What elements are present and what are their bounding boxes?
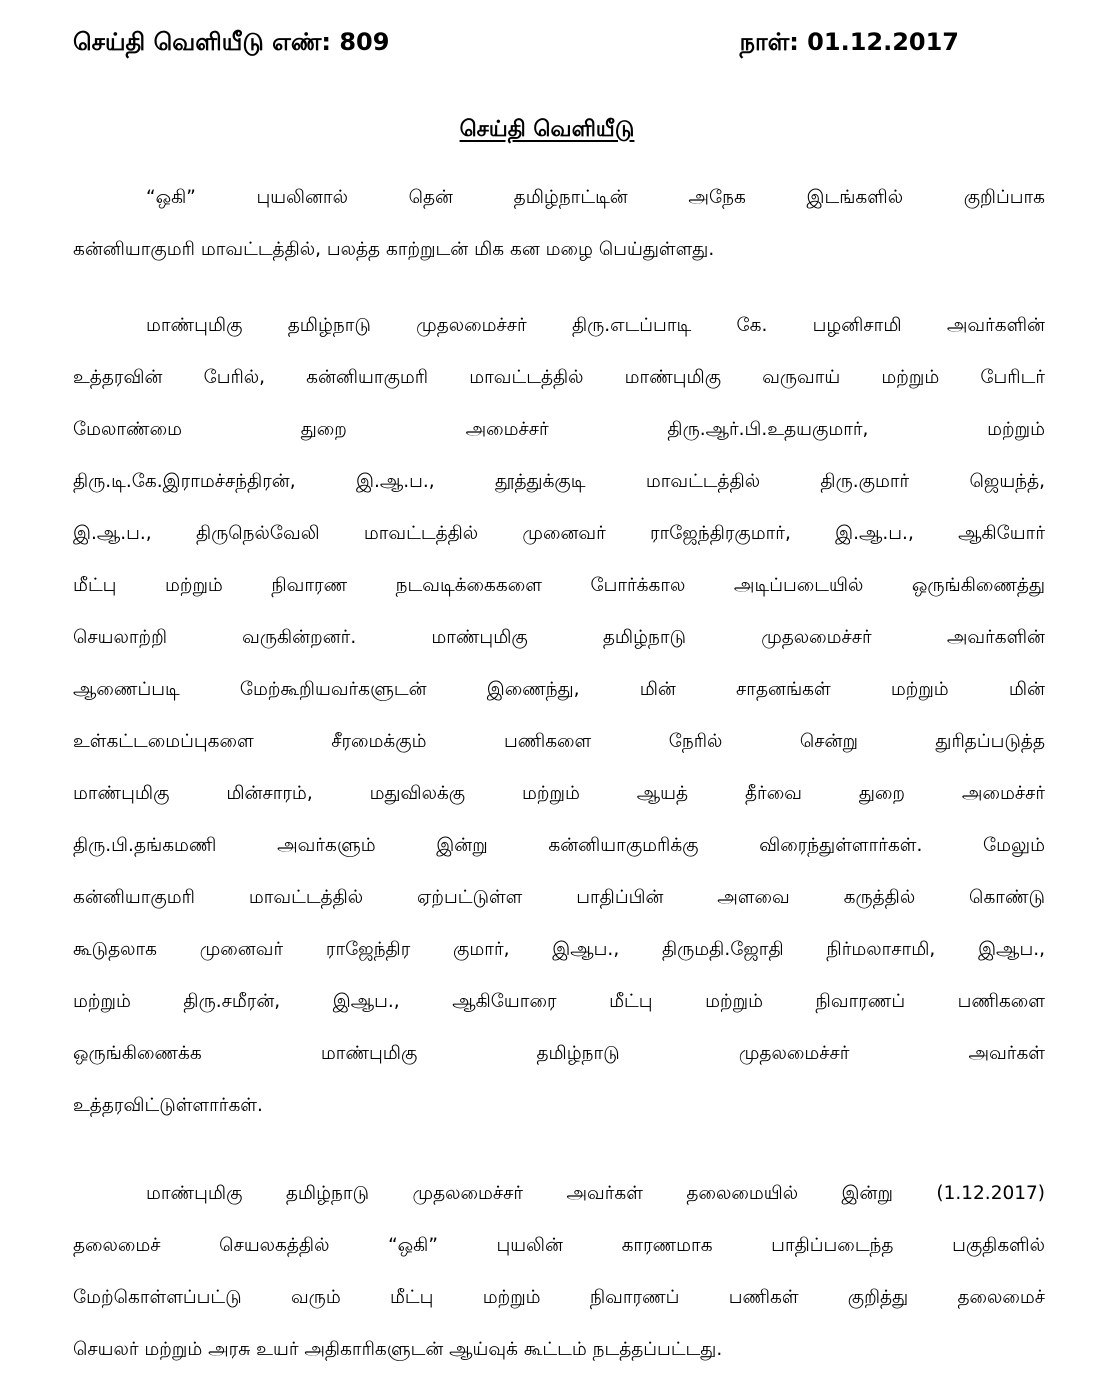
paragraph-cyclone-impact [73,172,1045,276]
paragraph-line: கன்னியாகுமரி மாவட்டத்தில் ஏற்பட்டுள்ள பாதிப்பின் அளவை கருத்தில் கொண்டு [73,887,1045,908]
paragraph-line: உத்தரவிட்டுள்ளார்கள். [73,1095,263,1116]
paragraph-relief-officials [73,300,1045,1132]
paragraph-line: மீட்பு மற்றும் நிவாரண நடவடிக்கைகளை போர்க்கால அடிப்படையில் ஒருங்கிணைத்து [73,575,1045,596]
paragraph-line: “ஒகி” புயலினால் தென் தமிழ்நாட்டின் அநேக இடங்களில் குறிப்பாக [146,187,1045,208]
paragraph-line: உத்தரவின் பேரில், கன்னியாகுமரி மாவட்டத்தில் மாண்புமிகு வருவாய் மற்றும் பேரிடர் [73,367,1045,388]
paragraph-line: ஒருங்கிணைக்க மாண்புமிகு தமிழ்நாடு முதலமைச்சர் அவர்கள் [73,1043,1045,1064]
paragraph-line: மாண்புமிகு தமிழ்நாடு முதலமைச்சர் திரு.எடப்பாடி கே. பழனிசாமி அவர்களின் [146,315,1045,336]
paragraph-line: கன்னியாகுமரி மாவட்டத்தில், பலத்த காற்றுடன் மிக கன மழை பெய்துள்ளது. [73,239,715,260]
release-number: செய்தி வெளியீடு எண்: 809 [73,28,390,56]
paragraph-line: ஆணைப்படி மேற்கூறியவர்களுடன் இணைந்து, மின் சாதனங்கள் மற்றும் மின் [73,679,1045,700]
paragraph-line: தலைமைச் செயலகத்தில் “ஒகி” புயலின் காரணமாக பாதிப்படைந்த பகுதிகளில் [73,1235,1045,1256]
paragraph-line: செயலர் மற்றும் அரசு உயர் அதிகாரிகளுடன் ஆய்வுக் கூட்டம் நடத்தப்பட்டது. [73,1339,723,1360]
release-date: நாள்: 01.12.2017 [739,28,959,56]
paragraph-line: மாண்புமிகு தமிழ்நாடு முதலமைச்சர் அவர்கள் தலைமையில் இன்று (1.12.2017) [146,1183,1045,1204]
paragraph-line: உள்கட்டமைப்புகளை சீரமைக்கும் பணிகளை நேரில் சென்று துரிதப்படுத்த [73,731,1045,752]
paragraph-line: இ.ஆ.ப., திருநெல்வேலி மாவட்டத்தில் முனைவர் ராஜேந்திரகுமார், இ.ஆ.ப., ஆகியோர் [73,523,1045,544]
paragraph-line: மேலாண்மை துறை அமைச்சர் திரு.ஆர்.பி.உதயகுமார், மற்றும் [73,419,1045,440]
document-title: செய்தி வெளியீடு [459,117,635,142]
paragraph-line: திரு.பி.தங்கமணி அவர்களும் இன்று கன்னியாகுமரிக்கு விரைந்துள்ளார்கள். மேலும் [73,835,1045,856]
paragraph-line: மேற்கொள்ளப்பட்டு வரும் மீட்பு மற்றும் நிவாரணப் பணிகள் குறித்து தலைமைச் [73,1287,1045,1308]
paragraph-line: மற்றும் திரு.சமீரன், இஆப., ஆகியோரை மீட்பு மற்றும் நிவாரணப் பணிகளை [73,991,1045,1012]
paragraph-review-meeting [73,1168,1045,1376]
paragraph-line: கூடுதலாக முனைவர் ராஜேந்திர குமார், இஆப., திருமதி.ஜோதி நிர்மலாசாமி, இஆப., [73,939,1045,960]
paragraph-line: செயலாற்றி வருகின்றனர். மாண்புமிகு தமிழ்நாடு முதலமைச்சர் அவர்களின் [73,627,1045,648]
paragraph-line: திரு.டி.கே.இராமச்சந்திரன், இ.ஆ.ப., தூத்துக்குடி மாவட்டத்தில் திரு.குமார் ஜெயந்த், [73,471,1045,492]
paragraph-line: மாண்புமிகு மின்சாரம், மதுவிலக்கு மற்றும் ஆயத் தீர்வை துறை அமைச்சர் [73,783,1045,804]
